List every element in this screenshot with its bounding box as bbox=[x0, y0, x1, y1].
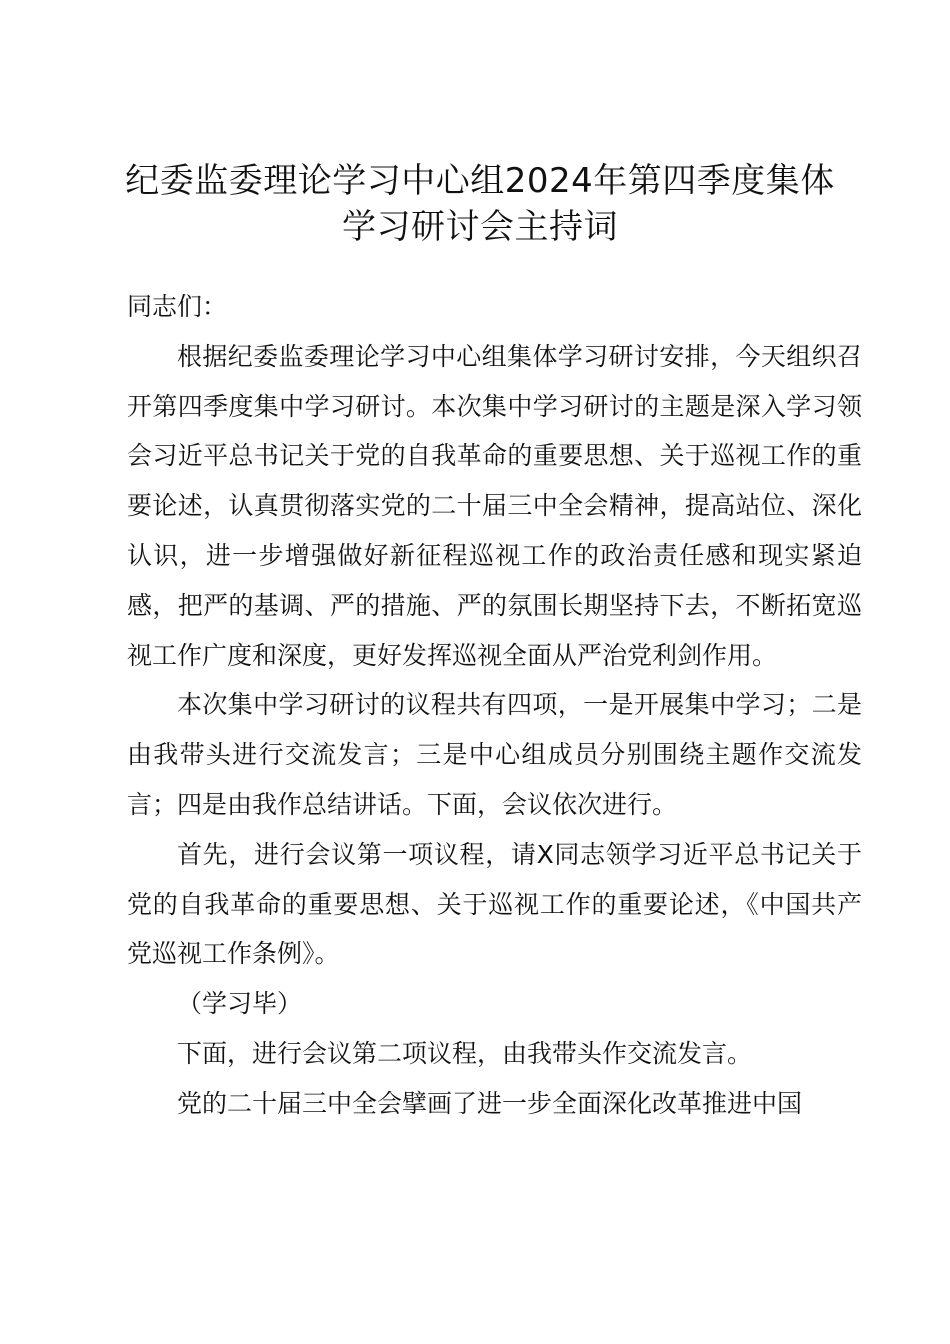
paragraph: 本次集中学习研讨的议程共有四项，一是开展集中学习；二是由我带头进行交流发言；三是中心组成员分别围绕主题作交流发言；四是由我作总结讲话。下面，会议依次进行。 bbox=[127, 690, 862, 819]
paragraph: 下面，进行会议第二项议程，由我带头作交流发言。 bbox=[177, 1038, 753, 1068]
paragraph: 根据纪委监委理论学习中心组集体学习研讨安排，今天组织召开第四季度集中学习研讨。本次集中学习研讨的主题是深入学习领会习近平总书记关于党的自我革命的重要思想、关于巡视工作的重要论述，认真贯彻落实党的二十届三中全会精神，提高站位、深化认识，进一步增强做好新征程巡视工作的政治责任感和现实紧迫感，把严的基调、严的措施、严的氛围长期坚持下去，不断拓宽巡视工作广度和深度，更好发挥巡视全面从严治党利剑作用。 bbox=[127, 341, 862, 670]
document-body bbox=[127, 282, 862, 1129]
document-title: 纪委监委理论学习中心组2024年第四季度集体学习研讨会主持词 bbox=[125, 161, 835, 247]
salutation: 同志们： bbox=[127, 292, 228, 321]
paragraph: 首先，进行会议第一项议程，请X同志领学习近平总书记关于党的自我革命的重要思想、关于巡视工作的重要论述，《中国共产党巡视工作条例》。 bbox=[127, 839, 862, 969]
paragraph: 党的二十届三中全会擘画了进一步全面深化改革推进中国 bbox=[177, 1088, 803, 1118]
paragraph: （学习毕） bbox=[177, 989, 303, 1019]
